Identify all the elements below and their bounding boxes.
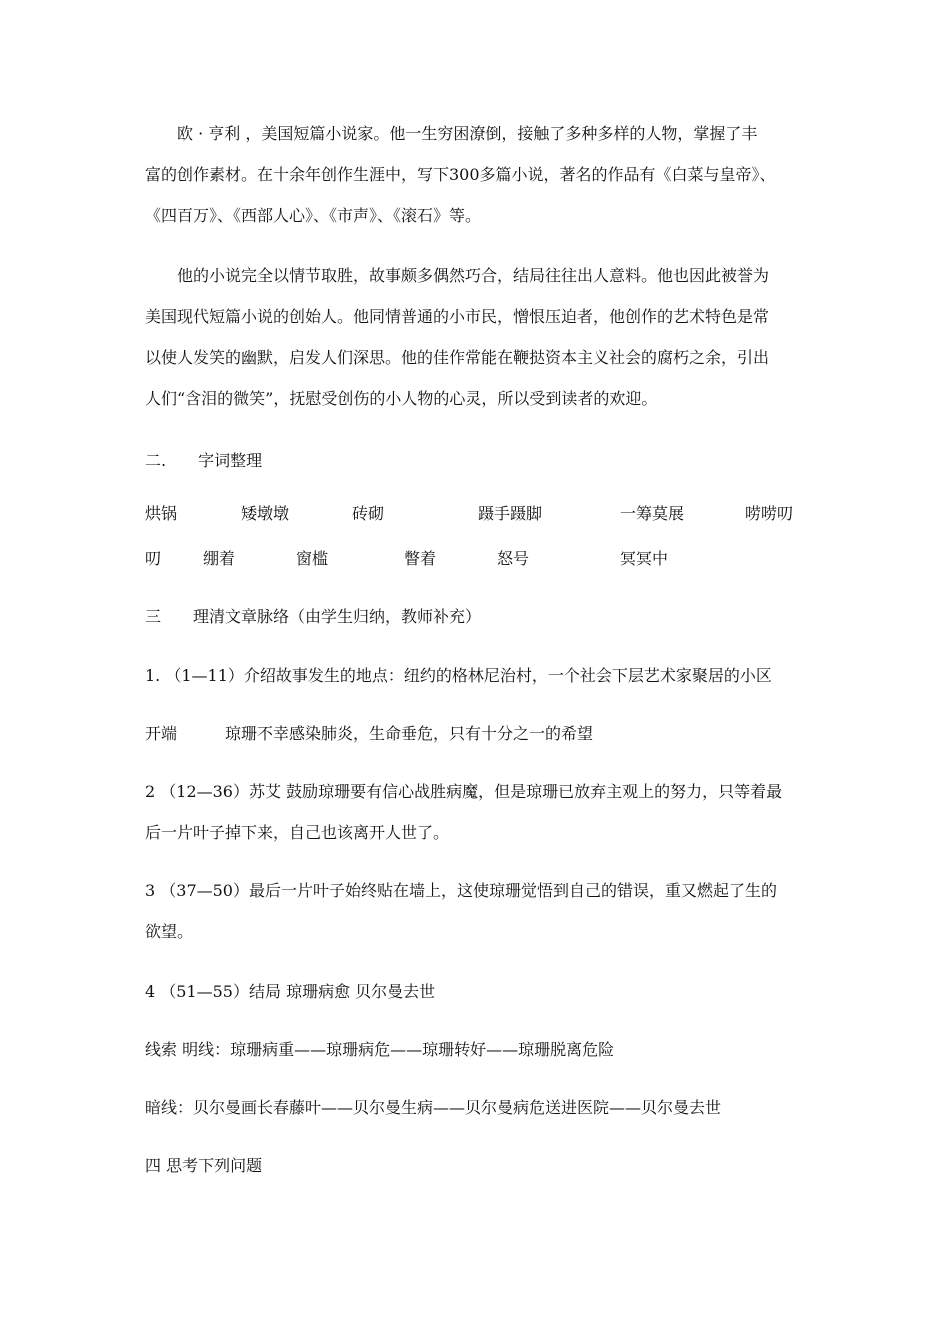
vocab-word: 唠唠叨 <box>745 504 794 523</box>
vocab-word: 瞥着 <box>404 549 437 568</box>
outline-item-2 <box>145 782 810 843</box>
intro-paragraph-1 <box>145 124 810 226</box>
vocab-word: 冥冥中 <box>620 549 669 568</box>
vocab-word: 一筹莫展 <box>620 504 685 523</box>
vocab-word: 怒号 <box>497 549 530 568</box>
outline-item-4: 4 （51—55）结局 琼珊病愈 贝尔曼去世 <box>145 982 436 1001</box>
vocab-word: 烘锅 <box>145 504 178 523</box>
text-line: 3 （37—50）最后一片叶子始终贴在墙上，这使琼珊觉悟到自己的错误，重又燃起了生的 <box>145 881 777 900</box>
text-line: 《四百万》、《西部人心》、《市声》、《滚石》等。 <box>145 206 482 225</box>
text-line: 富的创作素材。在十余年创作生涯中，写下300多篇小说，著名的作品有《白菜与皇帝》、 <box>145 165 776 184</box>
text-line: 以使人发笑的幽默，启发人们深思。他的佳作常能在鞭挞资本主义社会的腐朽之余，引出 <box>145 348 770 367</box>
text-line: 欲望。 <box>145 922 194 941</box>
outline-item-1: 1. （1—11）介绍故事发生的地点：纽约的格林尼治村，一个社会下层艺术家聚居的小区 <box>145 666 772 685</box>
text-line: 后一片叶子掉下来，自己也该离开人世了。 <box>145 823 450 842</box>
vocab-word: 绷着 <box>203 549 236 568</box>
vocab-word: 砖砌 <box>352 504 385 523</box>
vocab-word: 窗槛 <box>296 549 329 568</box>
section-2-heading: 二. 字词整理 <box>145 451 263 470</box>
vocab-word: 矮墩墩 <box>241 504 290 523</box>
section-3-heading: 三 理清文章脉络（由学生归纳，教师补充） <box>145 607 482 626</box>
clue-main-line: 线索 明线：琼珊病重——琼珊病危——琼珊转好——琼珊脱离危险 <box>145 1040 615 1059</box>
outline-item-1-sub: 开端 琼珊不幸感染肺炎，生命垂危，只有十分之一的希望 <box>145 724 594 743</box>
intro-paragraph-2 <box>145 266 810 409</box>
text-line: 美国现代短篇小说的创始人。他同情普通的小市民，憎恨压迫者，他创作的艺术特色是常 <box>145 307 770 326</box>
outline-item-3 <box>145 881 810 942</box>
clue-hidden-line: 暗线：贝尔曼画长春藤叶——贝尔曼生病——贝尔曼病危送进医院——贝尔曼去世 <box>145 1098 722 1117</box>
text-line: 欧 · 亨利 ，美国短篇小说家。他一生穷困潦倒，接触了多种多样的人物，掌握了丰 <box>145 124 758 143</box>
text-line: 2 （12—36）苏艾 鼓励琼珊要有信心战胜病魔，但是琼珊已放弃主观上的努力，只等着最 <box>145 782 783 801</box>
section-4-heading: 四 思考下列问题 <box>145 1156 263 1175</box>
vocab-word: 蹑手蹑脚 <box>478 504 543 523</box>
vocab-word: 叨 <box>145 549 162 568</box>
text-line: 他的小说完全以情节取胜，故事颇多偶然巧合，结局往往出人意料。他也因此被誉为 <box>145 266 770 285</box>
text-line: 人们“含泪的微笑”，抚慰受创伤的小人物的心灵，所以受到读者的欢迎。 <box>145 389 658 408</box>
